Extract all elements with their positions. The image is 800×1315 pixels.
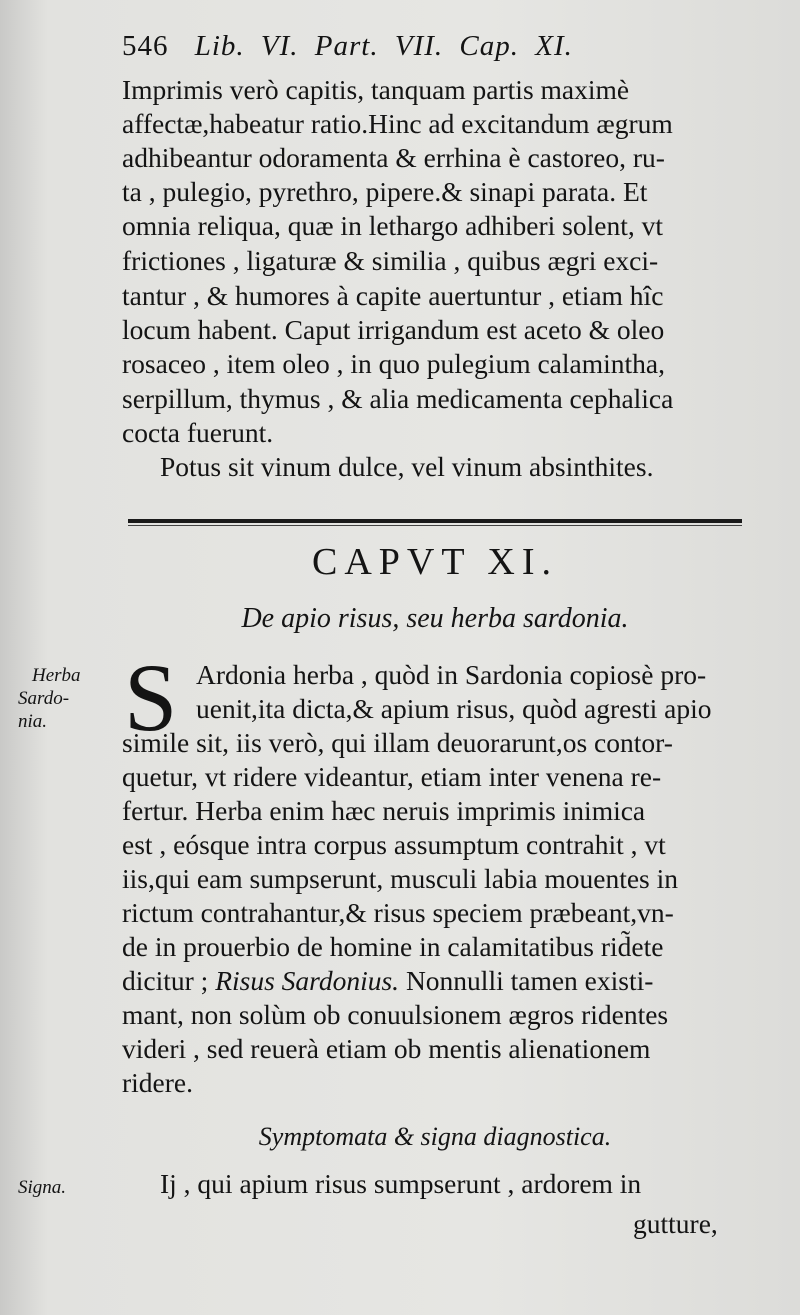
risus-sardonius-italic: Risus Sardonius.	[215, 965, 400, 996]
text-line: serpillum, thymus , & alia medicamenta cephalica	[122, 383, 674, 414]
catchword: gutture,	[633, 1208, 718, 1239]
text-line: frictiones , ligaturæ & similia , quibus ægri exci-	[122, 245, 659, 276]
text-line: Ij , qui apium risus sumpserunt , ardorem in	[160, 1168, 642, 1199]
running-head-title: Lib. VI. Part. VII. Cap. XI.	[194, 30, 573, 62]
text-segment: dicitur ;	[122, 965, 216, 996]
text-line: Imprimis verò capitis, tanquam partis maximè	[122, 74, 630, 105]
text-line: tantur , & humores à capite auertuntur , etiam hîc	[122, 280, 664, 311]
text-line: omnia reliqua, quæ in lethargo adhiberi solent, vt	[122, 210, 663, 241]
text-line: uenit,ita dicta,& apium risus, quòd agresti apio	[196, 693, 712, 724]
margin-note-signa: Signa.	[18, 1177, 67, 1198]
text-line: Potus sit vinum dulce, vel vinum absinthites.	[160, 451, 654, 482]
text-line: ta , pulegio, pyrethro, pipere.& sinapi parata. Et	[122, 176, 648, 207]
text-segment: Nonnulli tamen existi-	[399, 965, 654, 996]
text-line: rictum contrahantur,& risus speciem præbeant,vn-	[122, 897, 674, 928]
drop-cap: S	[124, 644, 178, 751]
text-line: fertur. Herba enim hæc neruis imprimis inimica	[122, 795, 646, 826]
text-line: cocta fuerunt.	[122, 417, 274, 448]
running-head	[122, 30, 573, 63]
chapter-rule	[128, 519, 742, 523]
text-line: simile sit, iis verò, qui illam deuorarunt,os contor-	[122, 727, 673, 758]
text-line: adhibeantur odoramenta & errhina è castoreo, ru-	[122, 142, 665, 173]
text-line: locum habent. Caput irrigandum est aceto & oleo	[122, 314, 665, 345]
text-line: affectæ,habeatur ratio.Hinc ad excitandum ægrum	[122, 108, 673, 139]
page-number: 546	[122, 30, 169, 62]
text-line	[122, 965, 653, 997]
chapter-subtitle: De apio risus, seu herba sardonia.	[241, 603, 629, 634]
chapter-heading: CAPVT XI.	[312, 541, 558, 583]
text-line: rosaceo , item oleo , in quo pulegium calamintha,	[122, 348, 665, 379]
text-line: videri , sed reuerà etiam ob mentis alienationem	[122, 1033, 651, 1064]
text-line: est , eósque intra corpus assumptum contrahit , vt	[122, 829, 666, 860]
text-line: Ardonia herba , quòd in Sardonia copiosè pro-	[196, 659, 707, 690]
text-line: iis,qui eam sumpserunt, musculi labia mouentes in	[122, 863, 679, 894]
margin-note-herba-sardonia	[18, 664, 81, 733]
text-line: de in prouerbio de homine in calamitatibus rid̃ete	[122, 931, 664, 962]
margin-note-line: Sardo-	[18, 688, 70, 709]
text-line: quetur, vt ridere videantur, etiam inter venena re-	[122, 761, 662, 792]
section-heading: Symptomata & signa diagnostica.	[258, 1122, 612, 1151]
text-line: ridere.	[122, 1067, 193, 1098]
text-line: mant, non solùm ob conuulsionem ægros ridentes	[122, 999, 669, 1030]
margin-note-line: nia.	[18, 711, 48, 732]
margin-note-line: Herba	[32, 665, 81, 686]
